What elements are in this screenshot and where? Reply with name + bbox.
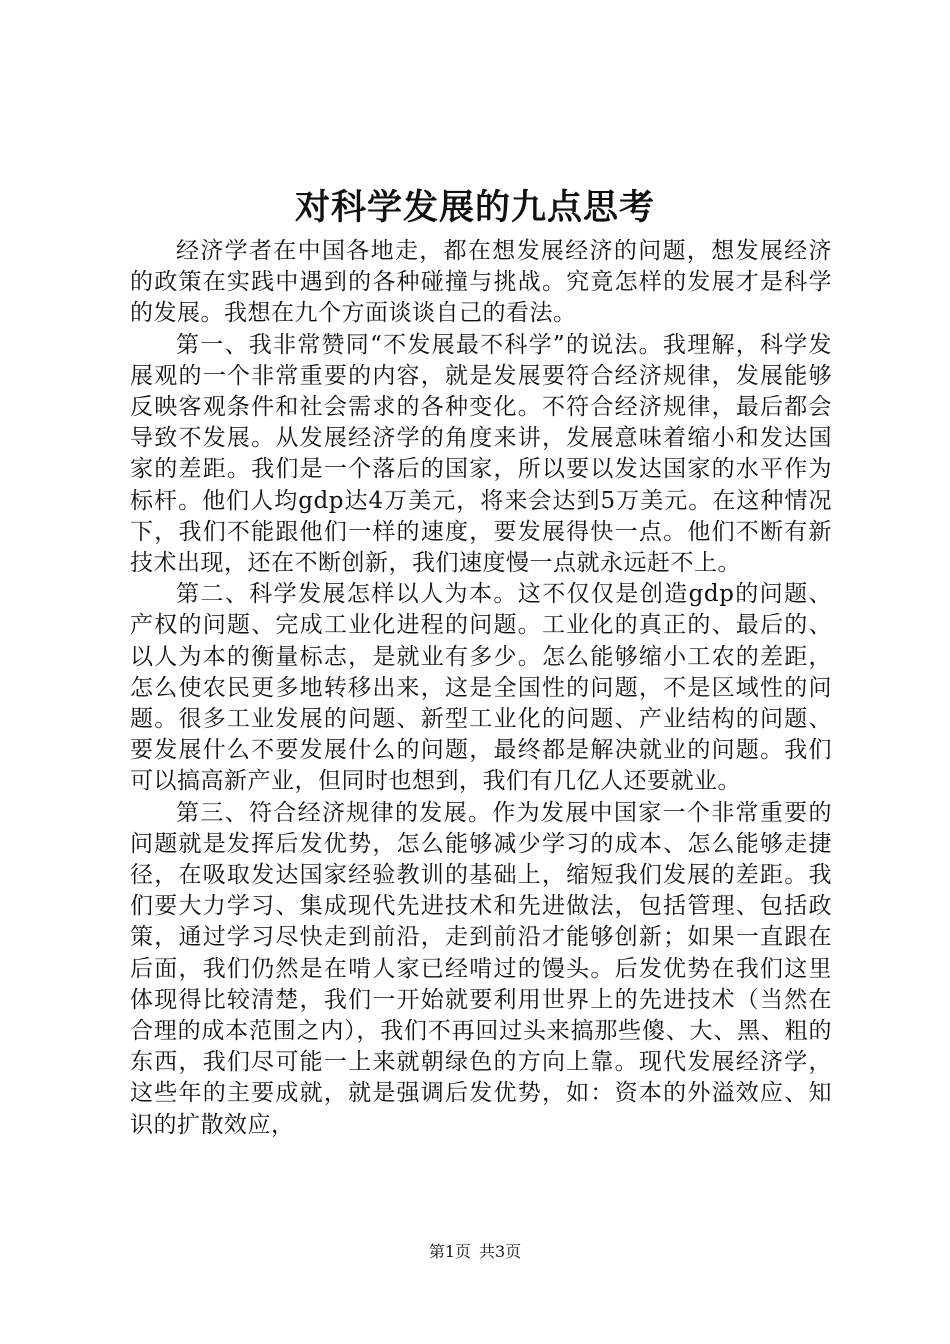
page-number: 第1页 [428, 1242, 471, 1261]
paragraph-intro: 经济学者在中国各地走，都在想发展经济的问题，想发展经济的政策在实践中遇到的各种碰撞与挑战。究竟怎样的发展才是科学的发展。我想在九个方面谈谈自己的看法。 [130, 238, 832, 327]
paragraph-point-1: 第一、我非常赞同“不发展最不科学”的说法。我理解，科学发展观的一个非常重要的内容，就是发展要符合经济规律，发展能够反映客观条件和社会需求的各种变化。不符合经济规律，最后都会导致不发展。从发展经济学的角度来讲，发展意味着缩小和发达国家的差距。我们是一个落后的国家，所以要以发达国家的水平作为标杆。他们人均gdp达4万美元，将来会达到5万美元。在这种情况下，我们不能跟他们一样的速度，要发展得快一点。他们不断有新技术出现，还在不断创新，我们速度慢一点就永远赶不上。 [130, 331, 832, 577]
page-total: 共3页 [479, 1242, 522, 1261]
page-footer [0, 1240, 950, 1264]
document-title: 对科学发展的九点思考 [294, 187, 655, 228]
document-body [130, 236, 832, 1141]
paragraph-point-2: 第二、科学发展怎样以人为本。这不仅仅是创造gdp的问题、产权的问题、完成工业化进程的问题。工业化的真正的、最后的、以人为本的衡量标志，是就业有多少。怎么能够缩小工农的差距，怎么使农民更多地转移出来，这是全国性的问题，不是区域性的问题。很多工业发展的问题、新型工业化的问题、产业结构的问题、要发展什么不要发展什么的问题，最终都是解决就业的问题。我们可以搞高新产业，但同时也想到，我们有几亿人还要就业。 [130, 581, 832, 795]
paragraph-point-3: 第三、符合经济规律的发展。作为发展中国家一个非常重要的问题就是发挥后发优势，怎么能够减少学习的成本、怎么能够走捷径，在吸取发达国家经验教训的基础上，缩短我们发展的差距。我们要大力学习、集成现代先进技术和先进做法，包括管理、包括政策，通过学习尽快走到前沿，走到前沿才能够创新；如果一直跟在后面，我们仍然是在啃人家已经啃过的馒头。后发优势在我们这里体现得比较清楚，我们一开始就要利用世界上的先进技术（当然在合理的成本范围之内），我们不再回过头来搞那些傻、大、黑、粗的东西，我们尽可能一上来就朝绿色的方向上靠。现代发展经济学，这些年的主要成就，就是强调后发优势，如：资本的外溢效应、知识的扩散效应， [130, 799, 832, 1138]
